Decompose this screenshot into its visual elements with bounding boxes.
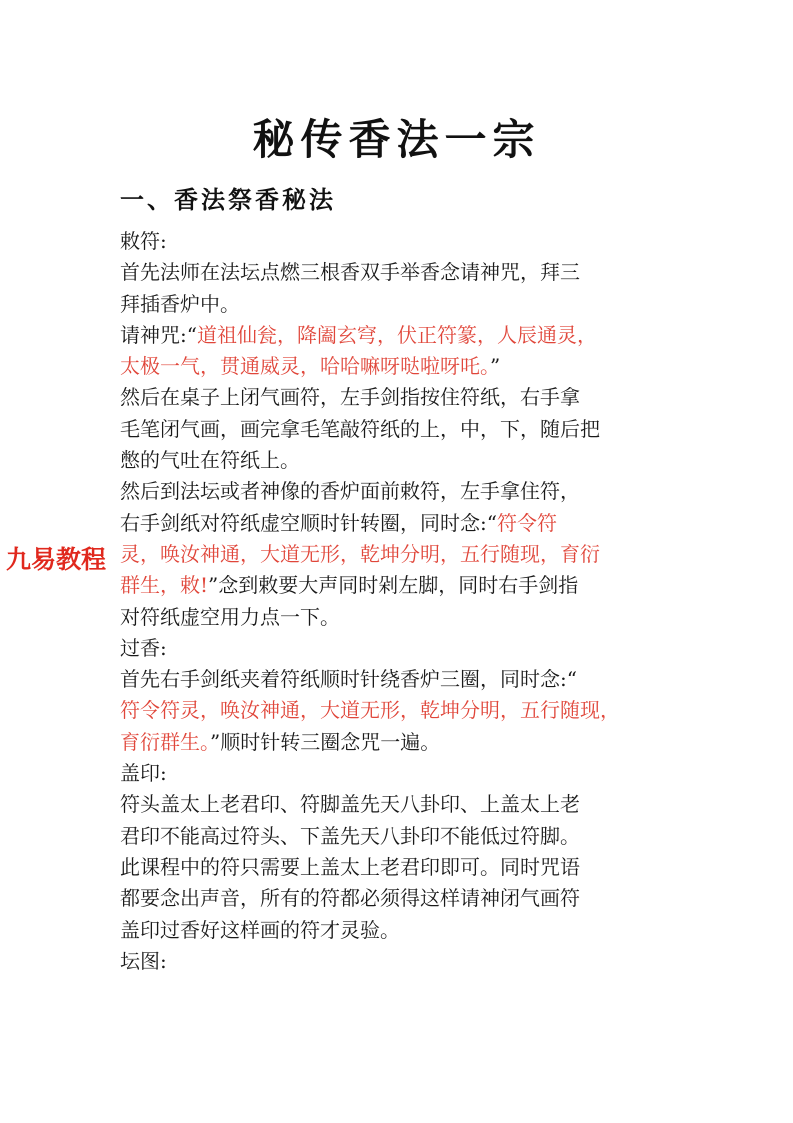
section-heading: 一、香法祭香秘法 — [120, 185, 336, 214]
body-line — [120, 915, 700, 946]
body-text-segment: ”顺时针转三圈念咒一遍。 — [210, 729, 441, 754]
body-text-segment: 君印不能高过符头、下盖先天八卦印不能低过符脚。 — [120, 823, 580, 848]
body-line — [120, 320, 700, 351]
body-line — [120, 351, 700, 382]
body-text-segment: 然后到法坛或者神像的香炉面前敕符，左手拿住符， — [120, 479, 580, 504]
body-line — [120, 539, 700, 570]
body-line — [120, 414, 700, 445]
body-text-segment: 盖印: — [120, 761, 167, 786]
body-text-segment: 然后在桌子上闭气画符，左手剑指按住符纸，右手拿 — [120, 385, 580, 410]
incantation-text: 群生，敕! — [120, 573, 209, 598]
body-line — [120, 226, 700, 257]
body-line — [120, 570, 700, 601]
body-line — [120, 789, 700, 820]
document-body — [120, 226, 700, 977]
body-text-segment: 坛图: — [120, 948, 167, 973]
body-text-segment: 对符纸虚空用力点一下。 — [120, 604, 340, 629]
incantation-text: 育衍群生。 — [120, 729, 210, 754]
body-line — [120, 602, 700, 633]
incantation-text: 灵，唤汝神通，大道无形，乾坤分明，五行随现，育衍 — [120, 541, 600, 566]
incantation-text: 太极一气，贯通威灵，哈哈嘛呀哒啦呀吒。 — [120, 354, 490, 379]
body-text-segment: 拜插香炉中。 — [120, 291, 240, 316]
body-text-segment: 首先右手剑纸夹着符纸顺时针绕香炉三圈，同时念:“ — [120, 667, 577, 692]
body-line — [120, 382, 700, 413]
body-line — [120, 758, 700, 789]
body-line — [120, 852, 700, 883]
body-text-segment: 过香: — [120, 635, 167, 660]
body-line — [120, 508, 700, 539]
body-text-segment: 毛笔闭气画，画完拿毛笔敲符纸的上，中，下，随后把 — [120, 416, 600, 441]
body-line — [120, 695, 700, 726]
body-line — [120, 821, 700, 852]
body-line — [120, 445, 700, 476]
body-line — [120, 633, 700, 664]
body-line — [120, 946, 700, 977]
watermark-label: 九易教程 — [6, 543, 108, 577]
body-text-segment: ”念到敕要大声同时剁左脚，同时右手剑指 — [208, 573, 579, 598]
body-text-segment: ” — [490, 354, 501, 379]
body-text-segment: 符头盖太上老君印、符脚盖先天八卦印、上盖太上老 — [120, 792, 580, 817]
document-title: 秘传香法一宗 — [252, 115, 541, 164]
body-text-segment: 憋的气吐在符纸上。 — [120, 448, 300, 473]
body-line — [120, 727, 700, 758]
body-line — [120, 664, 700, 695]
body-text-segment: 敕符: — [120, 229, 167, 253]
body-text-segment: 首先法师在法坛点燃三根香双手举香念请神咒，拜三 — [120, 260, 580, 285]
body-text-segment: 盖印过香好这样画的符才灵验。 — [120, 917, 400, 942]
incantation-text: 符令符 — [496, 510, 557, 535]
incantation-text: 道祖仙瓮，降阖玄穹，伏正符篆，人辰通灵， — [196, 322, 597, 347]
body-line — [120, 476, 700, 507]
body-line — [120, 257, 700, 288]
body-text-segment: 此课程中的符只需要上盖太上老君印即可。同时咒语 — [120, 854, 580, 879]
body-text-segment: 请神咒:“ — [120, 322, 197, 347]
body-line — [120, 883, 700, 914]
body-line — [120, 289, 700, 320]
body-text-segment: 右手剑纸对符纸虚空顺时针转圈，同时念:“ — [120, 510, 497, 535]
incantation-text: 符令符灵，唤汝神通，大道无形，乾坤分明，五行随现， — [120, 698, 620, 723]
body-text-segment: 都要念出声音，所有的符都必须得这样请神闭气画符 — [120, 886, 580, 911]
